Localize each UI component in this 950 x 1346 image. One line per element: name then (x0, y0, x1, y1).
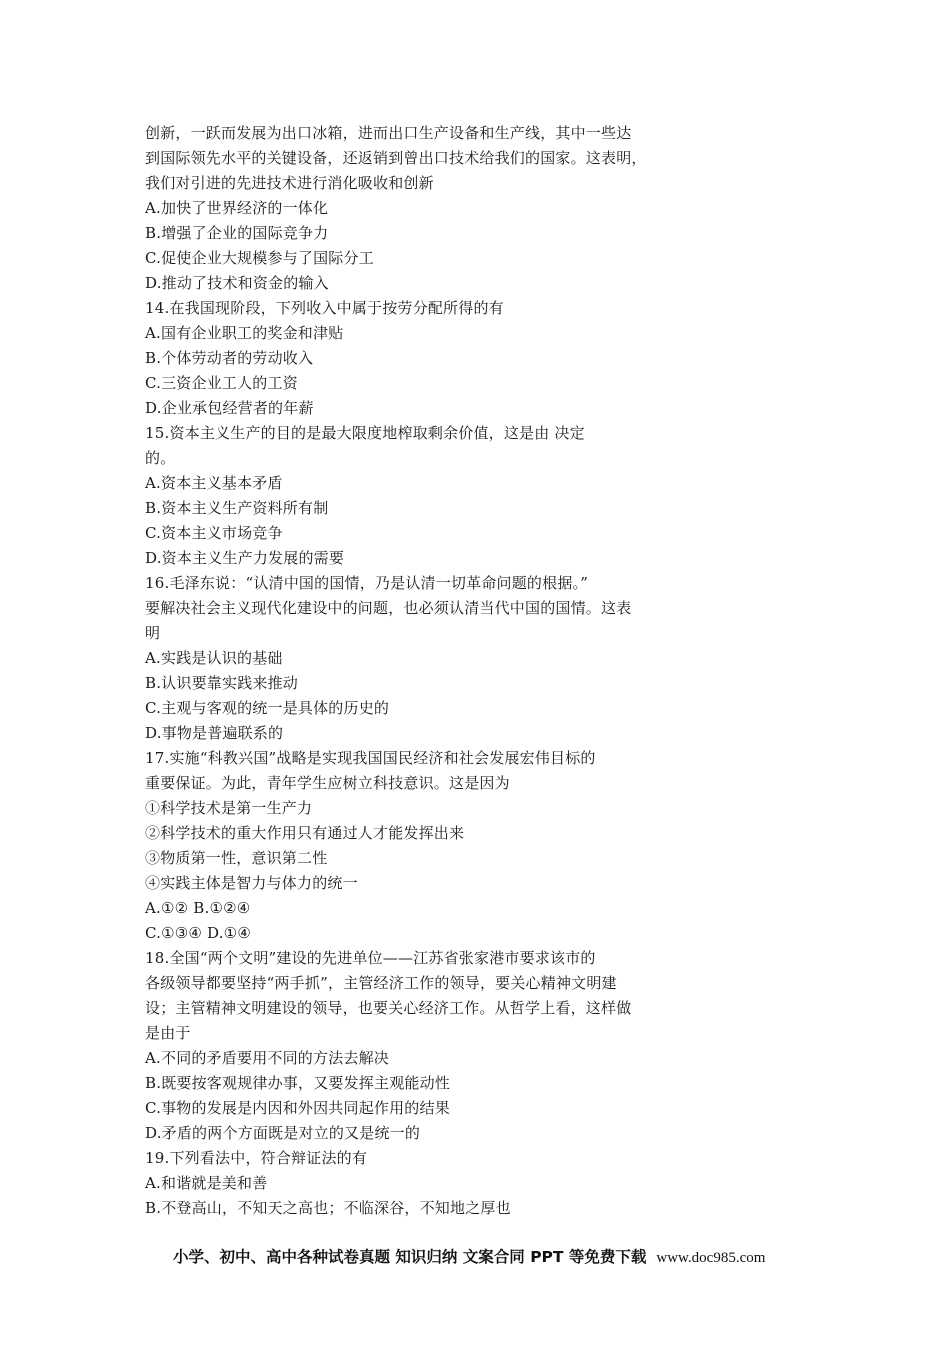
question-15: 15.资本主义生产的目的是最大限度地榨取剩余价值，这是由 决定 (145, 424, 585, 442)
option-d: D.矛盾的两个方面既是对立的又是统一的 (145, 1124, 421, 1142)
option-c: C.资本主义市场竞争 (145, 524, 283, 542)
footer-site-link[interactable]: www.doc985.com (656, 1250, 766, 1266)
text-line: 重要保证。为此，青年学生应树立科技意识。这是因为 (145, 774, 510, 792)
text-line: 各级领导都要坚持“两手抓”，主管经济工作的领导，要关心精神文明建 (145, 974, 617, 992)
option-b: B.认识要靠实践来推动 (145, 674, 298, 692)
option-d: D.资本主义生产力发展的需要 (145, 549, 345, 567)
options-ab: A.①② B.①②④ (145, 899, 251, 917)
option-c: C.主观与客观的统一是具体的历史的 (145, 699, 390, 717)
question-18: 18.全国“两个文明”建设的先进单位——江苏省张家港市要求该市的 (145, 949, 596, 967)
statement-1: ①科学技术是第一生产力 (145, 799, 313, 817)
option-b: B.不登高山，不知天之高也；不临深谷，不知地之厚也 (145, 1199, 511, 1217)
text-line: 要解决社会主义现代化建设中的问题，也必须认清当代中国的国情。这表 (145, 599, 632, 617)
option-a: A.实践是认识的基础 (145, 649, 283, 667)
text-line: 是由于 (145, 1024, 191, 1042)
question-19: 19.下列看法中，符合辩证法的有 (145, 1149, 368, 1167)
page-footer (173, 1244, 765, 1270)
option-c: C.促使企业大规模参与了国际分工 (145, 249, 374, 267)
question-17: 17.实施“科教兴国”战略是实现我国国民经济和社会发展宏伟目标的 (145, 749, 596, 767)
option-d: D.事物是普遍联系的 (145, 724, 284, 742)
option-b: B.增强了企业的国际竞争力 (145, 224, 329, 242)
text-line: 创新，一跃而发展为出口冰箱，进而出口生产设备和生产线，其中一些达 (145, 124, 632, 142)
option-a: A.加快了世界经济的一体化 (145, 199, 329, 217)
option-c: C.三资企业工人的工资 (145, 374, 298, 392)
option-a: A.国有企业职工的奖金和津贴 (145, 324, 344, 342)
option-c: C.事物的发展是内因和外因共同起作用的结果 (145, 1099, 450, 1117)
statement-2: ②科学技术的重大作用只有通过人才能发挥出来 (145, 824, 465, 842)
statement-3: ③物质第一性，意识第二性 (145, 849, 328, 867)
text-line: 明 (145, 624, 161, 642)
options-cd: C.①③④ D.①④ (145, 924, 251, 942)
option-b: B.资本主义生产资料所有制 (145, 499, 329, 517)
option-a: A.资本主义基本矛盾 (145, 474, 283, 492)
question-16: 16.毛泽东说：“认清中国的国情，乃是认清一切革命问题的根据。” (145, 574, 589, 592)
text-line: 设；主管精神文明建设的领导，也要关心经济工作。从哲学上看，这样做 (145, 999, 632, 1017)
option-d: D.推动了技术和资金的输入 (145, 274, 329, 292)
option-b: B.既要按客观规律办事，又要发挥主观能动性 (145, 1074, 450, 1092)
statement-4: ④实践主体是智力与体力的统一 (145, 874, 358, 892)
text-line: 的。 (145, 449, 176, 467)
option-a: A.不同的矛盾要用不同的方法去解决 (145, 1049, 390, 1067)
option-d: D.企业承包经营者的年薪 (145, 399, 314, 417)
footer-text: 小学、初中、高中各种试卷真题 知识归纳 文案合同 PPT 等免费下载 (173, 1248, 647, 1266)
text-line: 到国际领先水平的关键设备，还返销到曾出口技术给我们的国家。这表明， (145, 149, 647, 167)
text-line: 我们对引进的先进技术进行消化吸收和创新 (145, 174, 434, 192)
document-body (145, 121, 705, 1221)
option-a: A.和谐就是美和善 (145, 1174, 268, 1192)
question-14: 14.在我国现阶段，下列收入中属于按劳分配所得的有 (145, 299, 504, 317)
option-b: B.个体劳动者的劳动收入 (145, 349, 314, 367)
